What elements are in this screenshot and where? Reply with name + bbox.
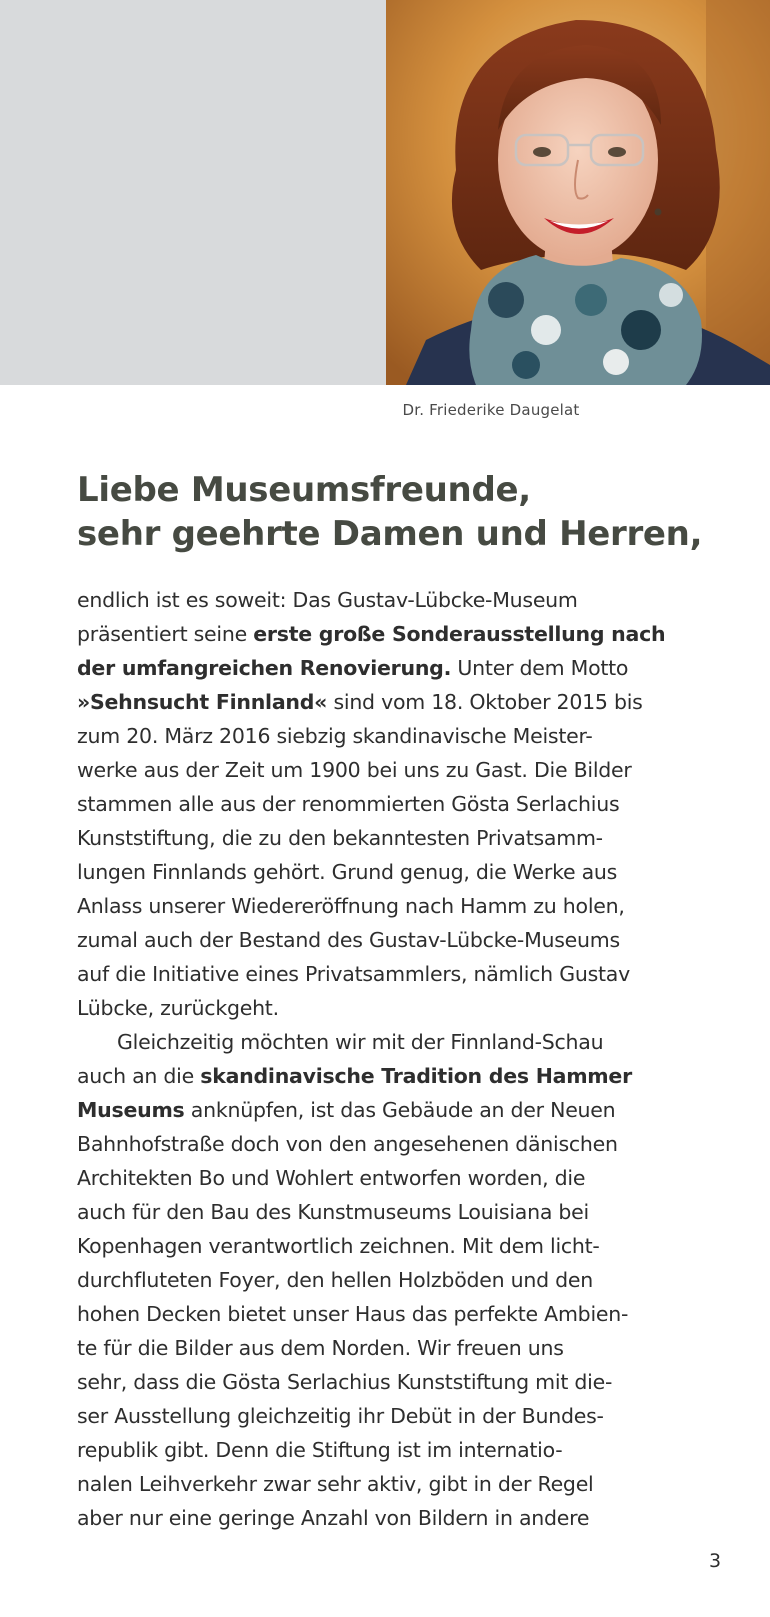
text-line: durchfluteten Foyer, den hellen Holzböden und den [77, 1268, 594, 1292]
text-line: Bahnhofstraße doch von den angesehenen dänischen [77, 1132, 618, 1156]
text-line: Architekten Bo und Wohlert entworfen worden, die [77, 1166, 586, 1190]
text-line: auch für den Bau des Kunstmuseums Louisiana bei [77, 1200, 589, 1224]
text-line: aber nur eine geringe Anzahl von Bildern in andere [77, 1506, 590, 1530]
text-line: nalen Leihverkehr zwar sehr aktiv, gibt in der Regel [77, 1472, 594, 1496]
photo-caption: Dr. Friederike Daugelat [402, 401, 580, 419]
page-number: 3 [709, 1550, 722, 1572]
greeting-heading [77, 468, 717, 556]
text-line: hohen Decken bietet unser Haus das perfekte Ambien- [77, 1302, 629, 1326]
text-line: Kunststiftung, die zu den bekanntesten Privatsamm- [77, 826, 603, 850]
bold-span: der umfangreichen Renovierung. [77, 656, 452, 680]
text-line: te für die Bilder aus dem Norden. Wir freuen uns [77, 1336, 564, 1360]
text-span: Unter dem Motto [451, 656, 629, 680]
text-line [77, 1059, 717, 1093]
text-span: präsentiert seine [77, 622, 254, 646]
text-line: Gleichzeitig möchten wir mit der Finnland-Schau [117, 1030, 604, 1054]
text-line: ser Ausstellung gleichzeitig ihr Debüt in der Bundes- [77, 1404, 604, 1428]
text-line: zum 20. März 2016 siebzig skandinavische Meister- [77, 724, 593, 748]
text-line: zumal auch der Bestand des Gustav-Lübcke-Museums [77, 928, 620, 952]
header-band [0, 0, 770, 385]
greeting-line-2: sehr geehrte Damen und Herren, [77, 514, 703, 554]
text-span: anknüpfen, ist das Gebäude an der Neuen [184, 1098, 616, 1122]
bold-span: »Sehnsucht Finnland« [77, 690, 328, 714]
text-line: auf die Initiative eines Privatsammlers, nämlich Gustav [77, 962, 630, 986]
text-line [77, 685, 717, 719]
text-line: Kopenhagen verantwortlich zeichnen. Mit dem licht- [77, 1234, 600, 1258]
bold-span: skandinavische Tradition des Hammer [200, 1064, 632, 1088]
greeting-line-1: Liebe Museumsfreunde, [77, 470, 531, 510]
bold-span: Museums [77, 1098, 185, 1122]
letter-body [77, 583, 717, 1535]
text-line: stammen alle aus der renommierten Gösta Serlachius [77, 792, 620, 816]
text-line: Lübcke, zurückgeht. [77, 996, 279, 1020]
text-line: Anlass unserer Wiedereröffnung nach Hamm zu holen, [77, 894, 625, 918]
text-line [77, 651, 717, 685]
text-line: sehr, dass die Gösta Serlachius Kunststiftung mit die- [77, 1370, 613, 1394]
text-line: werke aus der Zeit um 1900 bei uns zu Gast. Die Bilder [77, 758, 632, 782]
text-line [77, 1093, 717, 1127]
portrait-photo [386, 0, 770, 385]
text-line: lungen Finnlands gehört. Grund genug, die Werke aus [77, 860, 618, 884]
gray-panel [0, 0, 386, 385]
text-line: republik gibt. Denn die Stiftung ist im internatio- [77, 1438, 563, 1462]
text-line [77, 617, 717, 651]
text-line: endlich ist es soweit: Das Gustav-Lübcke-Museum [77, 588, 578, 612]
bold-span: erste große Sonderausstellung nach [253, 622, 666, 646]
text-span: auch an die [77, 1064, 201, 1088]
text-span: sind vom 18. Oktober 2015 bis [327, 690, 643, 714]
